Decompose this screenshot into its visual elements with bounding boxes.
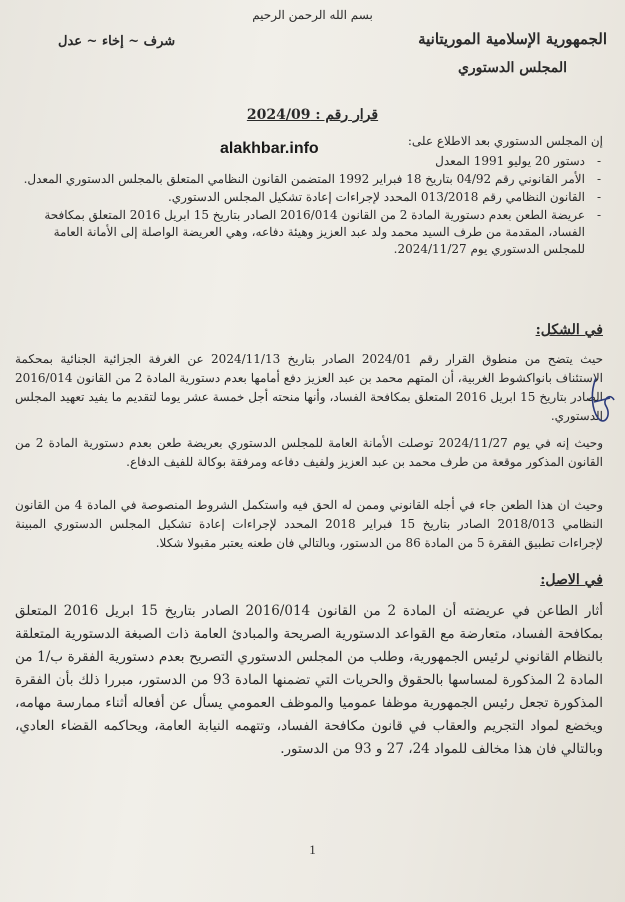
paragraph: وحيث ان هذا الطعن جاء في أجله القانوني وممن له الحق فيه واستكمل الشروط المنصوصة في المادة 4 من القانون النظامي 2018/013 الصادر بتاريخ 15 فبراير 2018 المحدد لإجراءات إعادة تشكيل المجلس الدستوري المبينة لإجراءات تطبيق الفقرة 5 من المادة 86 من الدستور، وبالتالي فان طعنه يعتبر مقبولا شكلا. xyxy=(15,498,603,550)
republic-name: الجمهورية الإسلامية الموريتانية xyxy=(418,30,607,48)
paragraph: وحيث إنه في يوم 2024/11/27 توصلت الأمانة العامة للمجلس الدستوري بعريضة طعن بعدم دستورية المادة 2 من القانون المذكور موقعة من طرف محمد بن عبد العزيز ولفيف دفاعه ومرفقة بوكالة للفيف الدفاع. xyxy=(15,436,603,469)
basmala: بسم الله الرحمن الرحيم xyxy=(252,8,373,22)
council-name: المجلس الدستوري xyxy=(457,60,567,76)
section-heading-form: في الشكل: xyxy=(535,322,603,338)
paragraph: أثار الطاعن في عريضته أن المادة 2 من القانون 2016/014 الصادر بتاريخ 15 ابريل 2016 المتعلق بمكافحة الفساد، متعارضة مع القواعد الدستورية الصريحة والمبادئ العامة ذات الصبغة الدستورية المتعلقة بالنظام القانوني لرئيس الجمهورية، وطلب من المجلس الدستوري التصريح بعدم دستورية الفقرة ب/1 من المادة 2 المذكورة لمساسها بالحقوق والحريات التي تضمنها المادة 93 من الدستور، مبررا ذلك بأن الفقرة المذكورة تجعل رئيس الجمهورية موظفا عموميا والموظف العمومي يسأل عن أفعاله أثناء ممارسة مهامه، ويخضع لمواد التجريم والعقاب في قانون مكافحة الفساد، وتتهمه النيابة العامة، ويحاكمه القضاء العادي، وبالتالي فان هذا مخالف للمواد 24، 27 و 93 من الدستور. xyxy=(15,603,604,757)
paragraph: حيث يتضح من منطوق القرار رقم 2024/01 الصادر بتاريخ 2024/11/13 عن الغرفة الجزائية الجنائية بمحكمة الاستئناف بانواكشوط الغربية، أن المتهم محمد بن عبد العزيز دفع أمامها بعدم دستورية المادة 2 من القانون 2016/014 الصادر بتاريخ 15 ابريل 2016 المتعلق بمكافحة الفساد، وأنها منحته أجل خمسة عشر يوما لتقديم ما يفيد تعهيد المجلس الدستوري. xyxy=(15,352,604,423)
intro-line: إن المجلس الدستوري بعد الاطلاع على: xyxy=(407,134,603,148)
list-item: - الأمر القانوني رقم 04/92 بتاريخ 18 فبراير 1992 المتضمن القانون النظامي المتعلق بالمجلس الدستوري المعدل. xyxy=(13,171,603,188)
national-motto: شرف ~ إخاء ~ عدل xyxy=(58,34,176,49)
handwritten-initials xyxy=(588,372,618,432)
section-heading-substance: في الاصل: xyxy=(540,572,603,588)
page-number: 1 xyxy=(309,842,316,857)
references-list xyxy=(13,153,603,259)
list-item: - دستور 20 يوليو 1991 المعدل xyxy=(13,153,603,170)
list-item: - عريضة الطعن بعدم دستورية المادة 2 من القانون 2016/014 الصادر بتاريخ 15 ابريل 2016 المتعلق بمكافحة الفساد، المقدمة من طرف السيد محمد ولد عبد العزيز وهيئة دفاعه، وهي العريضة الواصلة إلى الأمانة العامة للمجلس الدستوري يوم 2024/11/27. xyxy=(13,207,603,258)
watermark-logo: alakhbar.info xyxy=(220,140,319,157)
list-item: - القانون النظامي رقم 013/2018 المحدد لإجراءات إعادة تشكيل المجلس الدستوري. xyxy=(13,189,603,206)
decision-title: قرار رقم : 2024/09 xyxy=(246,107,379,123)
